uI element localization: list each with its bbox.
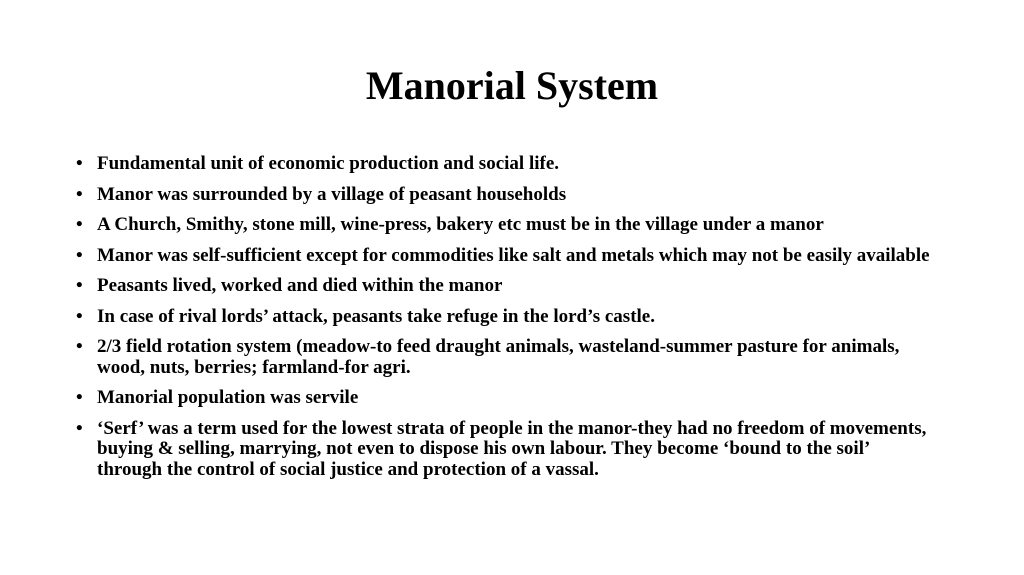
bullet-text: Manor was self-sufficient except for commodities like salt and metals which may not be easily available	[97, 244, 930, 266]
slide-title: Manorial System	[365, 63, 659, 108]
bullet-icon: •	[76, 305, 83, 327]
bullet-item	[76, 154, 936, 175]
bullet-item	[76, 276, 936, 297]
bullet-text: Manorial population was servile	[97, 387, 359, 408]
bullet-item	[76, 185, 936, 206]
bullet-text: 2/3 field rotation system (meadow-to feed draught animals, wasteland-summer pasture for animals, wood, nuts, berries; farmland-for agri.	[97, 336, 900, 378]
bullet-list	[76, 154, 936, 490]
bullet-icon: •	[76, 153, 83, 174]
bullet-item	[76, 215, 936, 236]
bullet-text: Fundamental unit of economic production and social life.	[97, 153, 560, 174]
bullet-item	[76, 388, 936, 409]
bullet-item	[76, 419, 936, 481]
bullet-icon: •	[76, 214, 83, 235]
bullet-icon: •	[76, 417, 83, 439]
bullet-icon: •	[76, 336, 83, 357]
bullet-item	[76, 246, 936, 267]
bullet-text: A Church, Smithy, stone mill, wine-press, bakery etc must be in the village under a manor	[97, 214, 824, 235]
bullet-text: ‘Serf’ was a term used for the lowest strata of people in the manor-they had no freedom of movements, buying & selling, marrying, not even to dispose his own labour. They become ‘bound to the soil’ through the control of social justice and protection of a vassal.	[97, 417, 927, 480]
bullet-text: Peasants lived, worked and died within the manor	[97, 275, 503, 296]
bullet-text: In case of rival lords’ attack, peasants take refuge in the lord’s castle.	[97, 305, 655, 327]
bullet-text: Manor was surrounded by a village of peasant households	[97, 183, 567, 205]
bullet-icon: •	[76, 244, 83, 266]
bullet-icon: •	[76, 387, 83, 408]
bullet-item	[76, 307, 936, 328]
bullet-item	[76, 337, 936, 378]
bullet-icon: •	[76, 275, 83, 296]
bullet-icon: •	[76, 183, 83, 205]
